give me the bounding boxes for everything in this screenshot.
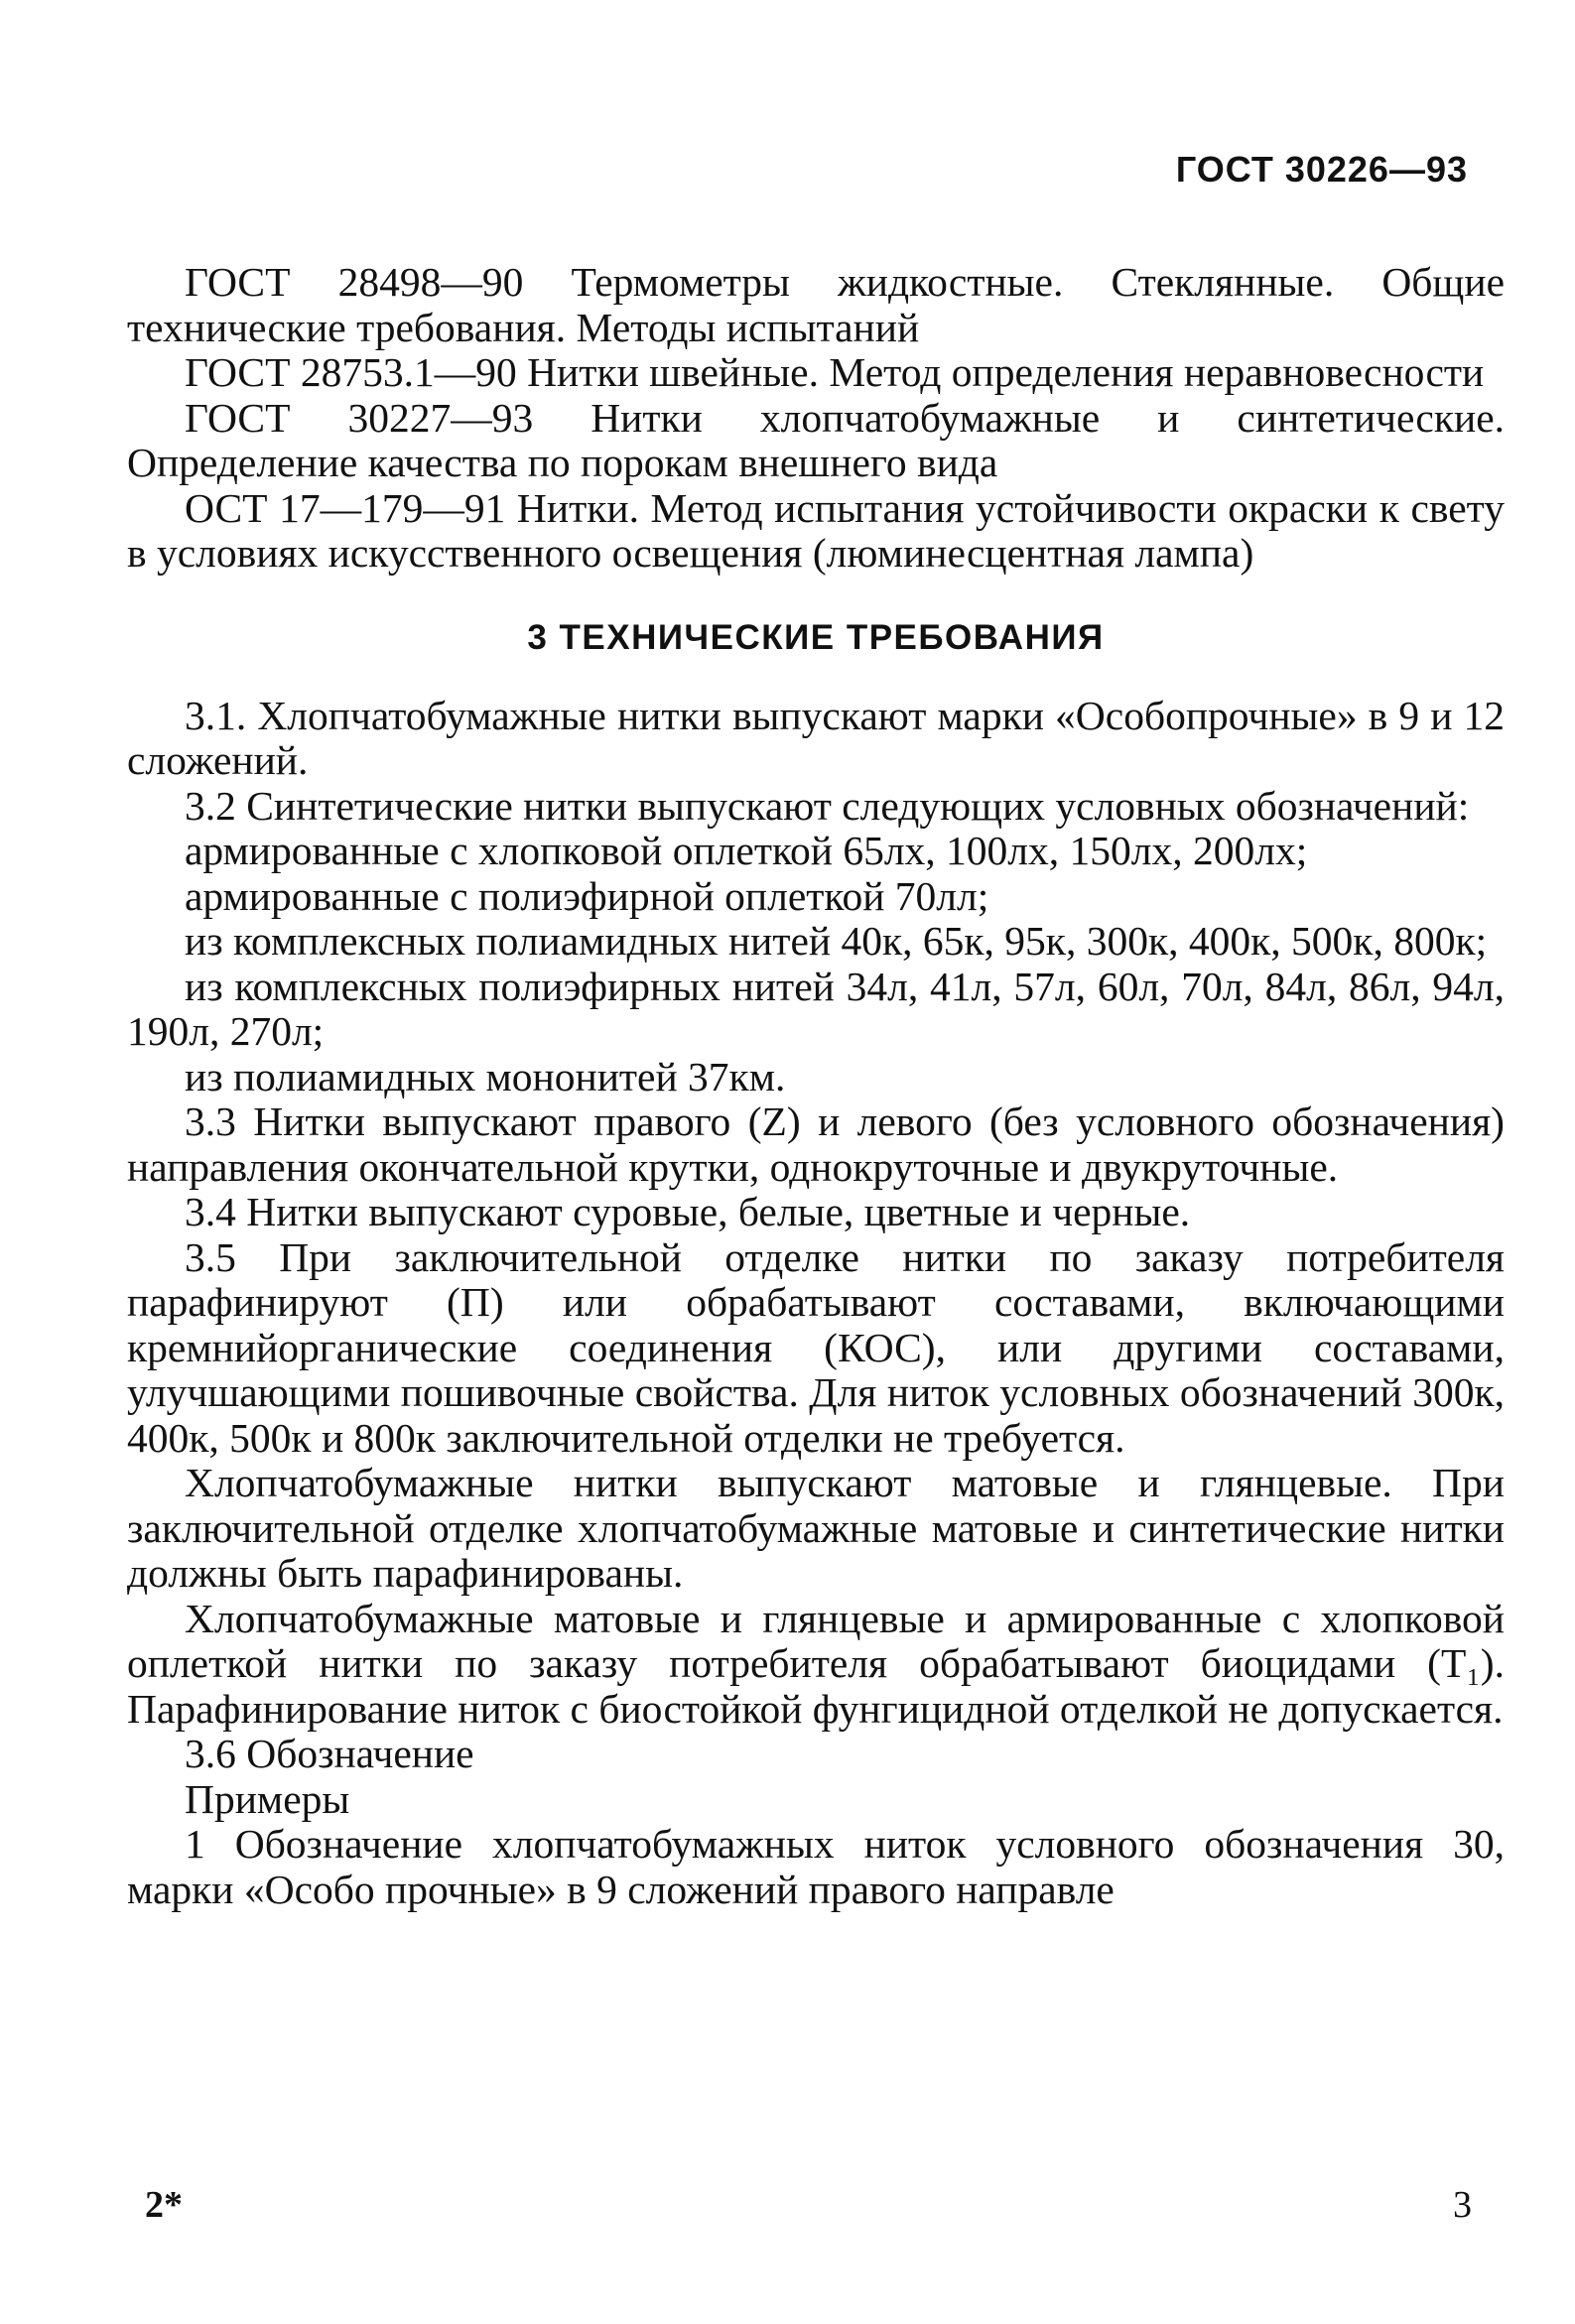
list-item-polyester-armored: армированные с полиэфирной оплеткой 70лл; [185,872,989,919]
clause-3-6: 3.6 Обозначение [185,1731,474,1776]
list-item-polyamide-complex: из комплексных полиамидных нитей 40к, 65к, 95к, 300к, 400к, 500к, 800к; [185,918,1488,964]
page-number: 3 [1453,2184,1472,2226]
list-item-polyester-complex: из комплексных полиэфирных нитей 34л, 41л, 57л, 60л, 70л, 84л, 86л, 94л, 190л, 270л; [127,963,1505,1054]
document-code-header: ГОСТ 30226—93 [1175,149,1468,190]
reference-ost-17-179: ОСТ 17—179—91 Нитки. Метод испытания устойчивости окраски к свету в условиях искусственного освещения (люминесцентная лампа) [127,484,1505,576]
reference-gost-28498: ГОСТ 28498—90 Термометры жидкостные. Стеклянные. Общие технические требования. Методы испытаний [127,259,1505,350]
clause-3-2: 3.2 Синтетические нитки выпускают следующих условных обозначений: [185,782,1470,829]
list-item-cotton-armored: армированные с хлопковой оплеткой 65лх, 100лх, 150лх, 200лх; [185,828,1308,873]
reference-gost-30227: ГОСТ 30227—93 Нитки хлопчатобумажные и синтетические. Определение качества по порокам внешнего вида [127,394,1505,485]
main-text [127,260,1505,1912]
clause-3-5: 3.5 При заключительной отделке нитки по заказу потребителя парафинируют (П) или обрабатывают составами, включающими кремнийорганические соединения (КОС), или другими составами, улучшающими пошивочные свойства. Для ниток условных обозначений 300к, 400к, 500к и 800к заключительной отделки не требуется. [127,1233,1505,1461]
paragraph-biocides: Хлопчатобумажные матовые и глянцевые и армированные с хлопковой оплеткой нитки по заказу потребителя обрабатывают биоцидами (Т₁). Парафинирование ниток с биостойкой фунгицидной отделкой не допускается. [127,1595,1505,1732]
section-heading: 3 ТЕХНИЧЕСКИЕ ТРЕБОВАНИЯ [527,617,1105,657]
signature-mark: 2* [145,2184,183,2226]
clause-3-1: 3.1. Хлопчатобумажные нитки выпускают марки «Особопрочные» в 9 и 12 сложений. [127,692,1505,783]
examples-label: Примеры [185,1775,350,1822]
clause-3-3: 3.3 Нитки выпускают правого (Z) и левого (без условного обозначения) направления окончательной крутки, однокруточные и двукруточные. [127,1098,1505,1190]
list-item-polyamide-mono: из полиамидных мононитей 37км. [185,1053,786,1099]
reference-gost-28753: ГОСТ 28753.1—90 Нитки швейные. Метод определения неравновесности [185,349,1485,395]
example-1: 1 Обозначение хлопчатобумажных ниток условного обозначения 30, марки «Особо прочные» в 9 сложений правого направле [127,1821,1505,1912]
paragraph-matte-glossy: Хлопчатобумажные нитки выпускают матовые и глянцевые. При заключительной отделке хлопчатобумажные матовые и синтетические нитки должны быть парафинированы. [127,1460,1505,1596]
clause-3-4: 3.4 Нитки выпускают суровые, белые, цветные и черные. [185,1189,1191,1234]
